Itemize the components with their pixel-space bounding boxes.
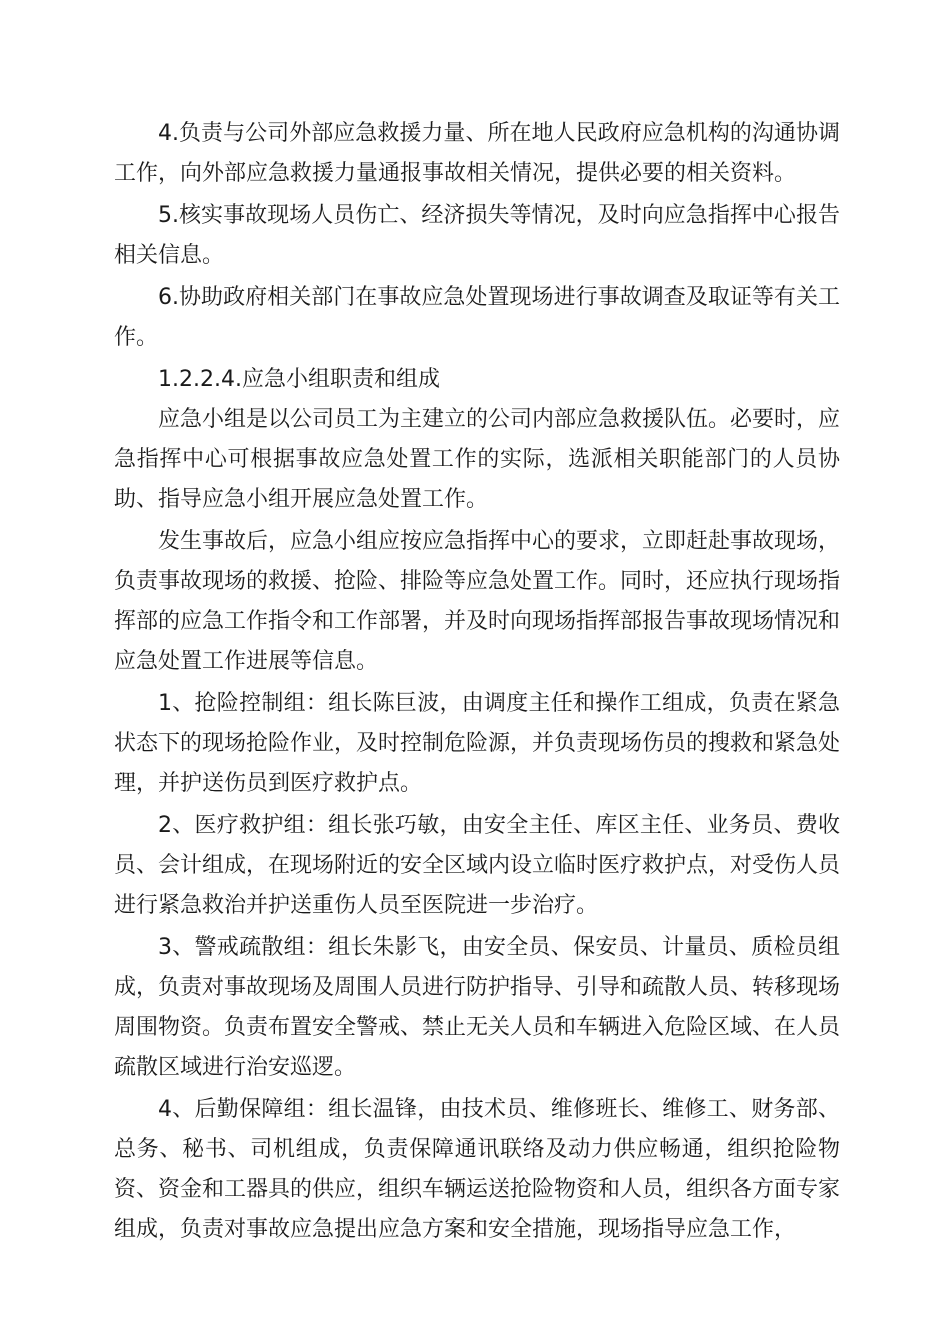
paragraph-rescue-control-group: 1、抢险控制组：组长陈巨波，由调度主任和操作工组成，负责在紧急状态下的现场抢险作业，及时控制危险源，并负责现场伤员的搜救和紧急处理，并护送伤员到医疗救护点。 [114, 691, 841, 796]
document-body [114, 114, 840, 1252]
paragraph-evacuation-group: 3、警戒疏散组：组长朱影飞，由安全员、保安员、计量员、质检员组成，负责对事故现场及周围人员进行防护指导、引导和疏散人员、转移现场周围物资。负责布置安全警戒、禁止无关人员和车辆进入危险区域、在人员疏散区域进行治安巡逻。 [114, 935, 841, 1080]
paragraph-item-6: 6.协助政府相关部门在事故应急处置现场进行事故调查及取证等有关工作。 [114, 285, 840, 350]
paragraph-intro: 应急小组是以公司员工为主建立的公司内部应急救援队伍。必要时，应急指挥中心可根据事故应急处置工作的实际，选派相关职能部门的人员协助、指导应急小组开展应急处置工作。 [114, 407, 841, 512]
paragraph-logistics-group: 4、后勤保障组：组长温锋，由技术员、维修班长、维修工、财务部、总务、秘书、司机组成，负责保障通讯联络及动力供应畅通，组织抢险物资、资金和工器具的供应，组织车辆运送抢险物资和人员，组织各方面专家组成，负责对事故应急提出应急方案和安全措施，现场指导应急工作， [114, 1097, 841, 1242]
paragraph-item-5: 5.核实事故现场人员伤亡、经济损失等情况，及时向应急指挥中心报告相关信息。 [114, 203, 840, 268]
paragraph-medical-group: 2、医疗救护组：组长张巧敏，由安全主任、库区主任、业务员、费收员、会计组成，在现场附近的安全区域内设立临时医疗救护点，对受伤人员进行紧急救治并护送重伤人员至医院进一步治疗。 [114, 813, 841, 918]
paragraph-item-4: 4.负责与公司外部应急救援力量、所在地人民政府应急机构的沟通协调工作，向外部应急救援力量通报事故相关情况，提供必要的相关资料。 [114, 121, 840, 186]
section-heading: 1.2.2.4.应急小组职责和组成 [158, 367, 440, 392]
paragraph-after-accident: 发生事故后，应急小组应按应急指挥中心的要求，立即赶赴事故现场，负责事故现场的救援、抢险、排险等应急处置工作。同时，还应执行现场指挥部的应急工作指令和工作部署，并及时向现场指挥部报告事故现场情况和应急处置工作进展等信息。 [114, 529, 841, 674]
